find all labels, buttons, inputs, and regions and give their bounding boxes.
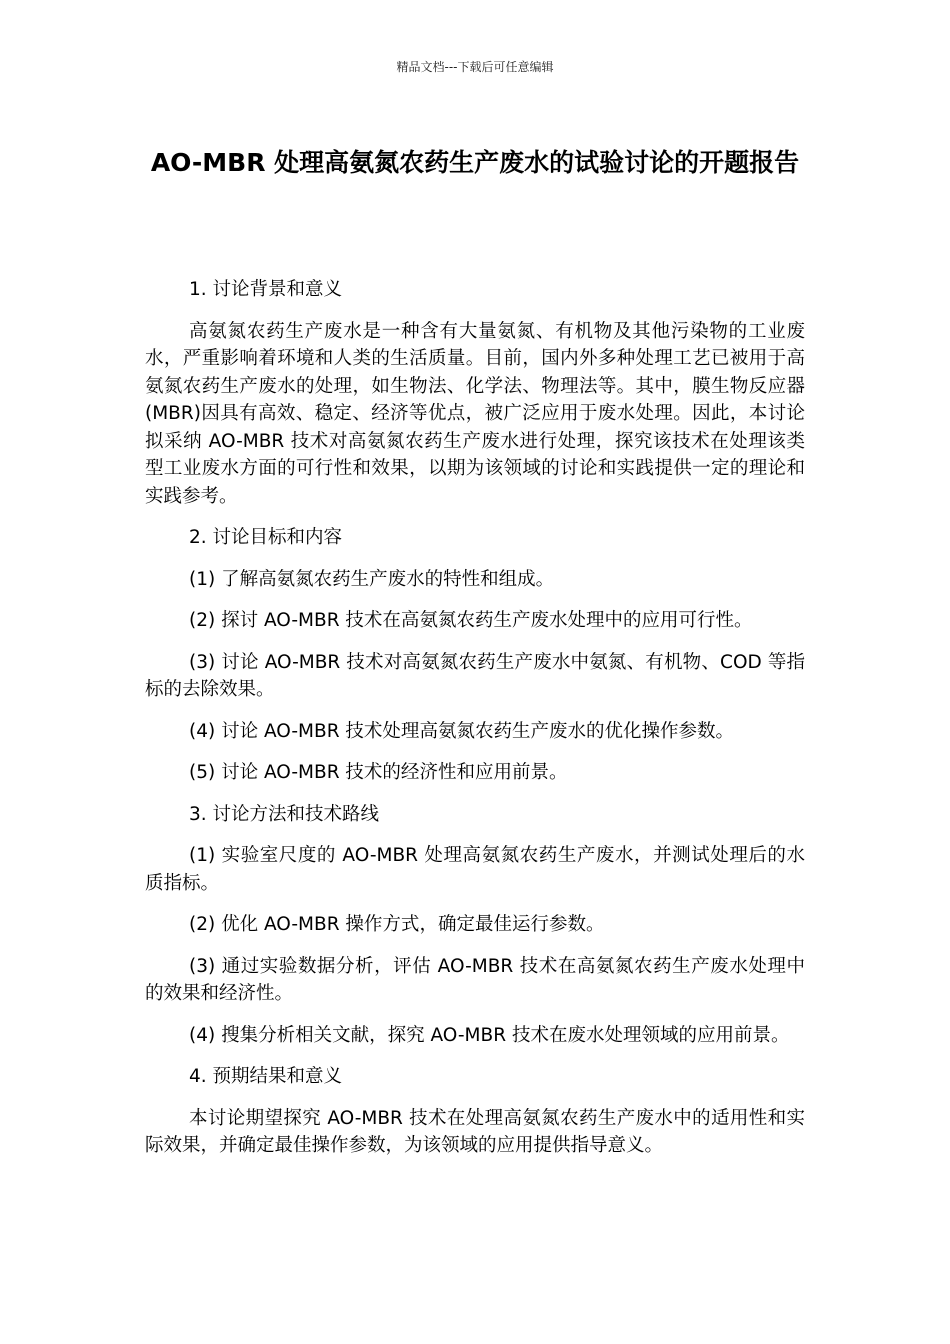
document-body	[145, 276, 805, 1174]
body-paragraph: 本讨论期望探究 AO-MBR 技术在处理高氨氮农药生产废水中的适用性和实际效果，并确定最佳操作参数，为该领域的应用提供指导意义。	[145, 1107, 805, 1156]
document-title: AO-MBR 处理高氨氮农药生产废水的试验讨论的开题报告	[150, 148, 800, 177]
section-heading: 1. 讨论背景和意义	[189, 279, 343, 300]
list-item: (3) 讨论 AO-MBR 技术对高氨氮农药生产废水中氨氮、有机物、COD 等指标的去除效果。	[145, 651, 805, 700]
body-paragraph: 高氨氮农药生产废水是一种含有大量氨氮、有机物及其他污染物的工业废水，严重影响着环境和人类的生活质量。目前，国内外多种处理工艺已被用于高氨氮农药生产废水的处理，如生物法、化学法、物理法等。其中，膜生物反应器(MBR)因具有高效、稳定、经济等优点，被广泛应用于废水处理。因此，本讨论拟采纳 AO-MBR 技术对高氨氮农药生产废水进行处理，探究该技术在处理该类型工业废水方面的可行性和效果，以期为该领域的讨论和实践提供一定的理论和实践参考。	[145, 320, 805, 507]
list-item: (3) 通过实验数据分析，评估 AO-MBR 技术在高氨氮农药生产废水处理中的效果和经济性。	[145, 955, 805, 1004]
header-note: 精品文档---下载后可任意编辑	[396, 60, 554, 74]
list-item: (2) 探讨 AO-MBR 技术在高氨氮农药生产废水处理中的应用可行性。	[189, 610, 753, 631]
list-item: (4) 讨论 AO-MBR 技术处理高氨氮农药生产废水的优化操作参数。	[189, 720, 734, 742]
list-item: (2) 优化 AO-MBR 操作方式，确定最佳运行参数。	[189, 914, 605, 935]
list-item: (1) 实验室尺度的 AO-MBR 处理高氨氮农药生产废水，并测试处理后的水质指标。	[145, 845, 805, 894]
list-item: (5) 讨论 AO-MBR 技术的经济性和应用前景。	[189, 762, 568, 783]
section-heading: 4. 预期结果和意义	[189, 1066, 343, 1087]
section-heading: 2. 讨论目标和内容	[189, 527, 343, 548]
section-heading: 3. 讨论方法和技术路线	[189, 803, 380, 825]
list-item: (4) 搜集分析相关文献，探究 AO-MBR 技术在废水处理领域的应用前景。	[189, 1024, 790, 1046]
list-item: (1) 了解高氨氮农药生产废水的特性和组成。	[189, 568, 555, 590]
